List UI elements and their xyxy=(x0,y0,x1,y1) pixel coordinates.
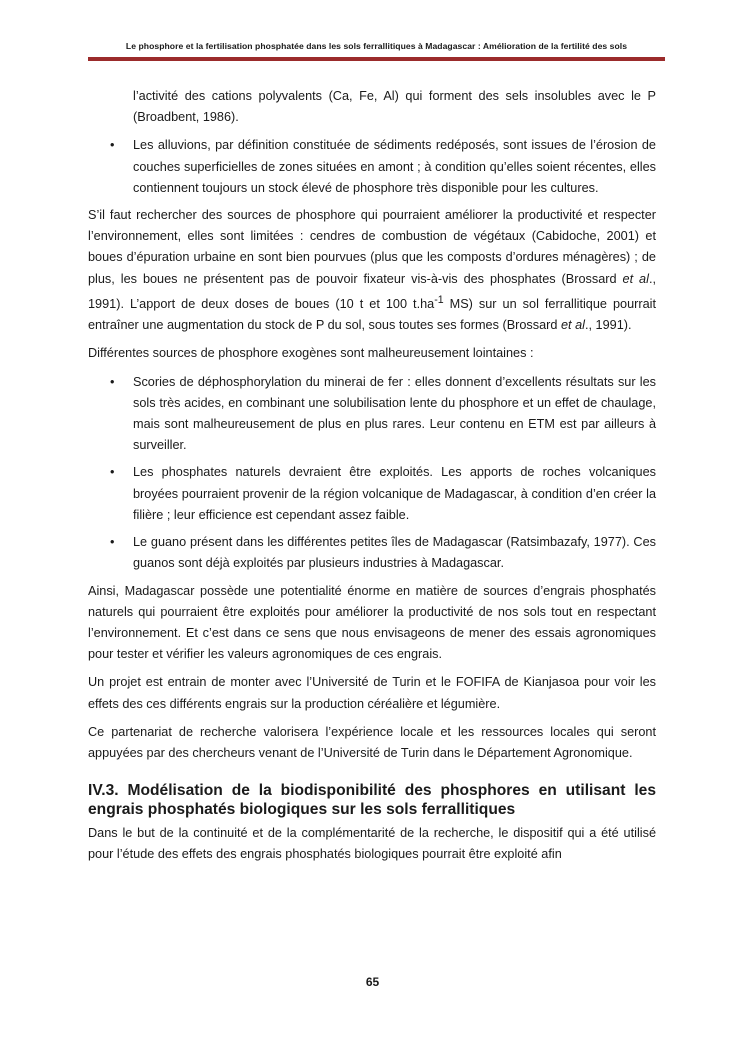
bullet-icon: • xyxy=(110,465,115,480)
paragraph-exogenous-sources: Différentes sources de phosphore exogènes sont malheureusement lointaines : xyxy=(88,346,534,361)
paragraph-partnership: Ce partenariat de recherche valorisera l’expérience locale et les ressources locales qui seront appuyées par des chercheurs venant de l’Université de Turin dans le Département Agronomique. xyxy=(88,724,656,760)
list-item-text: Les phosphates naturels devraient être exploités. Les apports de roches volcaniques broyées pourraient provenir de la région volcanique de Madagascar, à condition d’en créer la filière ; leur efficience est cependant assez faible. xyxy=(133,465,656,522)
text-span: S’il faut rechercher des sources de phosphore qui pourraient améliorer la productivité et respecter l’environnement, elles sont limitées : cendres de combustion de végétaux (Cabidoche, 2001) et boues d’épuration urbaine en sont bien pourvues (plus que les composts d’ordures ménagères) ; de plus, les boues ne présentent pas de pouvoir fixateur vis-à-vis des phosphates (Brossard xyxy=(88,208,656,286)
page-body xyxy=(88,86,656,873)
header-rule xyxy=(88,57,665,61)
bullet-icon: • xyxy=(110,535,115,550)
list-item xyxy=(88,532,656,574)
italic-et-al: et al xyxy=(561,318,585,333)
page-number: 65 xyxy=(365,975,380,989)
text-span: MS) sur un sol ferrallitique pourrait entraîner une augmentation du stock de P du sol, sous toutes ses formes (Brossard xyxy=(88,297,656,333)
list-item xyxy=(88,135,656,199)
list-item-text: Les alluvions, par définition constituée de sédiments redéposés, sont issues de l’érosion de couches superficielles de zones situées en amont ; à condition qu’elles soient récentes, elles contiennent toujours un stock élevé de phosphore très disponible pour les cultures. xyxy=(133,138,656,195)
paragraph-continuity: Dans le but de la continuité et de la complémentarité de la recherche, le dispositif qui a été utilisé pour l’étude des effets des engrais phosphatés biologiques pourrait être exploité afin xyxy=(88,826,656,862)
bullet-list-sources xyxy=(88,372,656,575)
paragraph-phosphorus-sources xyxy=(88,205,656,336)
list-item xyxy=(88,462,656,526)
list-item xyxy=(88,372,656,457)
section-heading: IV.3. Modélisation de la biodisponibilité des phosphores en utilisant les engrais phosphatés biologiques sur les sols ferrallitiques xyxy=(88,782,656,819)
running-header: Le phosphore et la fertilisation phosphatée dans les sols ferrallitiques à Madagascar : Amélioration de la fertilité des sols xyxy=(125,41,628,51)
text-span: ., 1991). L’apport de deux doses de boues (10 t et 100 t.ha xyxy=(88,271,656,312)
continuation-paragraph: l’activité des cations polyvalents (Ca, Fe, Al) qui forment des sels insolubles avec le P (Broadbent, 1986). xyxy=(133,89,656,125)
italic-et-al: et al xyxy=(622,271,649,286)
paragraph-turin-project: Un projet est entrain de monter avec l’Université de Turin et le FOFIFA de Kianjasoa pour voir les effets des ces différents engrais sur la production céréalière et légumière. xyxy=(88,675,656,711)
superscript: -1 xyxy=(434,293,444,306)
text-span: ., 1991). xyxy=(584,318,632,333)
bullet-list-alluvions xyxy=(88,135,656,199)
list-item-text: Scories de déphosphorylation du minerai de fer : elles donnent d’excellents résultats sur les sols très acides, en combinant une solubilisation lente du phosphore et un effet de chaulage, mais sont malheureusement de plus en plus rares. Leur contenu en ETM est par ailleurs à surveiller. xyxy=(133,374,656,453)
bullet-icon: • xyxy=(110,138,115,153)
bullet-icon: • xyxy=(110,374,115,389)
paragraph-madagascar-potential: Ainsi, Madagascar possède une potentialité énorme en matière de sources d’engrais phosphatés naturels qui pourraient être exploités pour améliorer la productivité de nos sols tout en respectant l’environnement. Et c’est dans ce sens que nous envisageons de mener des essais agronomiques pour tester et vérifier les valeurs agronomiques de ces engrais. xyxy=(88,583,656,662)
list-item-text: Le guano présent dans les différentes petites îles de Madagascar (Ratsimbazafy, 1977). Ces guanos sont déjà exploités par plusieurs industries à Madagascar. xyxy=(133,535,656,571)
